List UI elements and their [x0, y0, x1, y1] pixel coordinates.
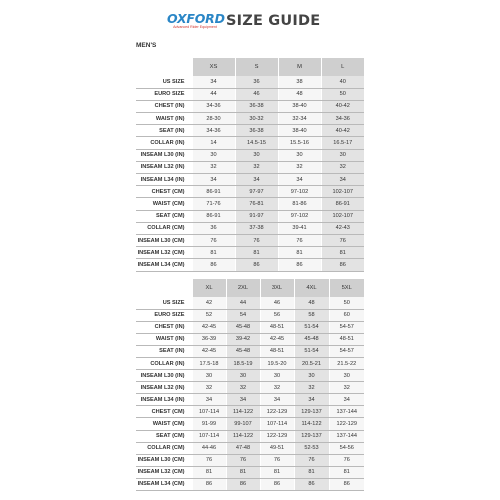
size-cell: 86 [260, 478, 294, 490]
size-cell: 86 [294, 478, 329, 490]
table-row [136, 297, 364, 309]
size-cell: 76 [226, 454, 260, 466]
row-label: WAIST (CM) [136, 418, 192, 430]
size-cell: 32 [192, 382, 226, 394]
table-row [136, 418, 364, 430]
size-cell: 32 [294, 382, 329, 394]
size-cell: 76 [321, 234, 364, 246]
size-cell: 97-102 [278, 210, 321, 222]
size-cell: 14 [192, 137, 235, 149]
size-cell: 34 [294, 394, 329, 406]
size-cell: 34 [226, 394, 260, 406]
size-cell: 42-45 [192, 321, 226, 333]
size-cell: 44 [226, 297, 260, 309]
size-cell: 114-122 [226, 406, 260, 418]
size-cell: 60 [329, 309, 364, 321]
size-cell: 40 [321, 76, 364, 88]
table-row [136, 76, 364, 88]
size-cell: 102-107 [321, 186, 364, 198]
size-cell: 76-81 [235, 198, 278, 210]
size-cell: 34-36 [321, 113, 364, 125]
size-cell: 97-97 [235, 186, 278, 198]
size-cell: 54-56 [329, 442, 364, 454]
size-cell: 36 [235, 76, 278, 88]
size-cell: 50 [321, 88, 364, 100]
size-cell: 48-51 [260, 321, 294, 333]
size-cell: 86 [321, 259, 364, 271]
size-cell: 21.5-22 [329, 357, 364, 369]
row-label: COLLAR (CM) [136, 442, 192, 454]
size-cell: 34 [260, 394, 294, 406]
size-table-large [136, 279, 364, 491]
size-cell: 76 [192, 234, 235, 246]
row-label: INSEAM L34 (CM) [136, 259, 192, 271]
table-row [136, 478, 364, 490]
table-row [136, 394, 364, 406]
size-cell: 86-91 [192, 186, 235, 198]
size-cell: 76 [235, 234, 278, 246]
row-label: WAIST (IN) [136, 333, 192, 345]
brand-logo [167, 12, 223, 30]
size-cell: 39-42 [226, 333, 260, 345]
size-cell: 51-54 [294, 345, 329, 357]
size-cell: 76 [294, 454, 329, 466]
page-title: SIZE GUIDE [226, 13, 321, 29]
size-cell: 18.5-19 [226, 357, 260, 369]
size-cell: 76 [260, 454, 294, 466]
size-cell: 30 [321, 149, 364, 161]
size-cell: 34 [192, 76, 235, 88]
size-cell: 30-32 [235, 113, 278, 125]
size-cell: 20.5-21 [294, 357, 329, 369]
size-header: 5XL [329, 279, 364, 297]
table-row [136, 345, 364, 357]
row-label: COLLAR (IN) [136, 137, 192, 149]
size-cell: 50 [329, 297, 364, 309]
size-cell: 19.5-20 [260, 357, 294, 369]
size-cell: 40-42 [321, 100, 364, 112]
header-blank [136, 58, 192, 76]
size-header: XS [192, 58, 235, 76]
size-cell: 48 [278, 88, 321, 100]
size-cell: 39-41 [278, 222, 321, 234]
size-cell: 91-99 [192, 418, 226, 430]
size-cell: 30 [278, 149, 321, 161]
row-label: INSEAM L30 (IN) [136, 370, 192, 382]
table-row [136, 234, 364, 246]
size-cell: 86 [192, 259, 235, 271]
size-cell: 34 [329, 394, 364, 406]
size-cell: 34 [235, 174, 278, 186]
row-label: COLLAR (CM) [136, 222, 192, 234]
size-cell: 137-144 [329, 430, 364, 442]
size-cell: 30 [329, 370, 364, 382]
size-cell: 129-137 [294, 406, 329, 418]
header [0, 10, 500, 38]
row-label: US SIZE [136, 76, 192, 88]
table-row [136, 333, 364, 345]
size-cell: 99-107 [226, 418, 260, 430]
row-label: CHEST (CM) [136, 406, 192, 418]
size-cell: 30 [260, 370, 294, 382]
size-cell: 97-102 [278, 186, 321, 198]
size-cell: 56 [260, 309, 294, 321]
size-cell: 36-39 [192, 333, 226, 345]
size-cell: 102-107 [321, 210, 364, 222]
size-header: L [321, 58, 364, 76]
table-row [136, 430, 364, 442]
size-cell: 52-53 [294, 442, 329, 454]
size-cell: 36-38 [235, 100, 278, 112]
row-label: INSEAM L30 (CM) [136, 454, 192, 466]
header-blank [136, 279, 192, 297]
size-cell: 38-40 [278, 125, 321, 137]
table-row [136, 113, 364, 125]
size-cell: 81 [321, 247, 364, 259]
table-row [136, 454, 364, 466]
size-cell: 76 [329, 454, 364, 466]
size-cell: 114-122 [226, 430, 260, 442]
size-cell: 107-114 [192, 406, 226, 418]
table-row [136, 222, 364, 234]
row-label: SEAT (IN) [136, 345, 192, 357]
size-cell: 36-38 [235, 125, 278, 137]
size-cell: 86 [329, 478, 364, 490]
size-header: S [235, 58, 278, 76]
size-cell: 32 [226, 382, 260, 394]
size-cell: 51-54 [294, 321, 329, 333]
table-row [136, 210, 364, 222]
size-cell: 86 [278, 259, 321, 271]
size-cell: 81 [260, 466, 294, 478]
row-label: CHEST (IN) [136, 321, 192, 333]
size-cell: 137-144 [329, 406, 364, 418]
size-cell: 86 [226, 478, 260, 490]
table-row [136, 382, 364, 394]
row-label: INSEAM L34 (IN) [136, 174, 192, 186]
row-label: INSEAM L32 (CM) [136, 247, 192, 259]
size-cell: 28-30 [192, 113, 235, 125]
size-cell: 129-137 [294, 430, 329, 442]
row-label: INSEAM L32 (CM) [136, 466, 192, 478]
size-cell: 34 [321, 174, 364, 186]
table-row [136, 466, 364, 478]
size-cell: 30 [192, 370, 226, 382]
row-label: WAIST (CM) [136, 198, 192, 210]
size-cell: 32 [260, 382, 294, 394]
row-label: SEAT (IN) [136, 125, 192, 137]
table-row [136, 161, 364, 173]
size-cell: 45-48 [226, 345, 260, 357]
row-label: US SIZE [136, 297, 192, 309]
row-label: CHEST (IN) [136, 100, 192, 112]
size-header: M [278, 58, 321, 76]
size-cell: 42-45 [260, 333, 294, 345]
size-cell: 54-57 [329, 321, 364, 333]
size-cell: 32 [235, 161, 278, 173]
size-cell: 42-45 [192, 345, 226, 357]
size-cell: 42-43 [321, 222, 364, 234]
row-label: COLLAR (IN) [136, 357, 192, 369]
row-label: INSEAM L30 (IN) [136, 149, 192, 161]
brand-name: OXFORD [167, 11, 225, 26]
size-cell: 32 [329, 382, 364, 394]
size-cell: 48 [294, 297, 329, 309]
size-cell: 30 [192, 149, 235, 161]
size-cell: 34 [192, 394, 226, 406]
row-label: INSEAM L32 (IN) [136, 161, 192, 173]
row-label: EURO SIZE [136, 88, 192, 100]
size-cell: 81-86 [278, 198, 321, 210]
size-cell: 107-114 [260, 418, 294, 430]
row-label: SEAT (CM) [136, 430, 192, 442]
table-row [136, 149, 364, 161]
size-cell: 36 [192, 222, 235, 234]
table-row [136, 174, 364, 186]
size-cell: 32 [321, 161, 364, 173]
size-cell: 107-114 [192, 430, 226, 442]
table-row [136, 125, 364, 137]
table-row [136, 442, 364, 454]
size-cell: 15.5-16 [278, 137, 321, 149]
size-cell: 14.5-15 [235, 137, 278, 149]
size-cell: 91-97 [235, 210, 278, 222]
size-cell: 54-57 [329, 345, 364, 357]
table-row [136, 186, 364, 198]
size-cell: 114-122 [294, 418, 329, 430]
row-label: EURO SIZE [136, 309, 192, 321]
size-cell: 81 [192, 466, 226, 478]
size-cell: 38-40 [278, 100, 321, 112]
size-cell: 34 [192, 174, 235, 186]
table-row [136, 247, 364, 259]
row-label: INSEAM L32 (IN) [136, 382, 192, 394]
size-cell: 17.5-18 [192, 357, 226, 369]
row-label: INSEAM L34 (IN) [136, 394, 192, 406]
size-cell: 32-34 [278, 113, 321, 125]
size-cell: 81 [294, 466, 329, 478]
size-cell: 37-38 [235, 222, 278, 234]
size-cell: 30 [226, 370, 260, 382]
size-cell: 44 [192, 88, 235, 100]
size-header: XL [192, 279, 226, 297]
size-cell: 76 [192, 454, 226, 466]
size-cell: 34 [278, 174, 321, 186]
size-cell: 76 [278, 234, 321, 246]
size-cell: 30 [235, 149, 278, 161]
table-row [136, 259, 364, 271]
size-header: 4XL [294, 279, 329, 297]
size-table-small [136, 58, 364, 272]
size-cell: 32 [278, 161, 321, 173]
table-row [136, 357, 364, 369]
size-header: 2XL [226, 279, 260, 297]
size-cell: 45-48 [294, 333, 329, 345]
size-cell: 49-51 [260, 442, 294, 454]
size-cell: 58 [294, 309, 329, 321]
size-cell: 122-129 [260, 406, 294, 418]
table-row [136, 370, 364, 382]
size-cell: 32 [192, 161, 235, 173]
size-cell: 34-36 [192, 100, 235, 112]
size-cell: 86 [235, 259, 278, 271]
size-cell: 122-129 [260, 430, 294, 442]
row-label: CHEST (CM) [136, 186, 192, 198]
size-cell: 40-42 [321, 125, 364, 137]
size-cell: 81 [192, 247, 235, 259]
row-label: WAIST (IN) [136, 113, 192, 125]
size-cell: 81 [235, 247, 278, 259]
size-cell: 46 [260, 297, 294, 309]
section-label: MEN'S [136, 42, 157, 49]
size-cell: 86-91 [192, 210, 235, 222]
size-cell: 46 [235, 88, 278, 100]
brand-tagline: Advanced Rider Equipment [173, 25, 217, 29]
size-cell: 48-51 [260, 345, 294, 357]
size-cell: 30 [294, 370, 329, 382]
row-label: INSEAM L30 (CM) [136, 234, 192, 246]
size-cell: 71-76 [192, 198, 235, 210]
table-row [136, 406, 364, 418]
size-cell: 45-48 [226, 321, 260, 333]
size-cell: 38 [278, 76, 321, 88]
size-header: 3XL [260, 279, 294, 297]
table-row [136, 88, 364, 100]
size-cell: 44-46 [192, 442, 226, 454]
size-cell: 122-129 [329, 418, 364, 430]
size-cell: 42 [192, 297, 226, 309]
size-cell: 81 [329, 466, 364, 478]
size-cell: 48-51 [329, 333, 364, 345]
table-row [136, 198, 364, 210]
size-cell: 81 [226, 466, 260, 478]
size-cell: 16.5-17 [321, 137, 364, 149]
size-cell: 34-36 [192, 125, 235, 137]
size-cell: 47-48 [226, 442, 260, 454]
size-cell: 54 [226, 309, 260, 321]
size-cell: 81 [278, 247, 321, 259]
size-cell: 86 [192, 478, 226, 490]
size-cell: 52 [192, 309, 226, 321]
table-row [136, 100, 364, 112]
table-row [136, 137, 364, 149]
size-cell: 86-91 [321, 198, 364, 210]
table-row [136, 321, 364, 333]
row-label: INSEAM L34 (CM) [136, 478, 192, 490]
row-label: SEAT (CM) [136, 210, 192, 222]
table-row [136, 309, 364, 321]
